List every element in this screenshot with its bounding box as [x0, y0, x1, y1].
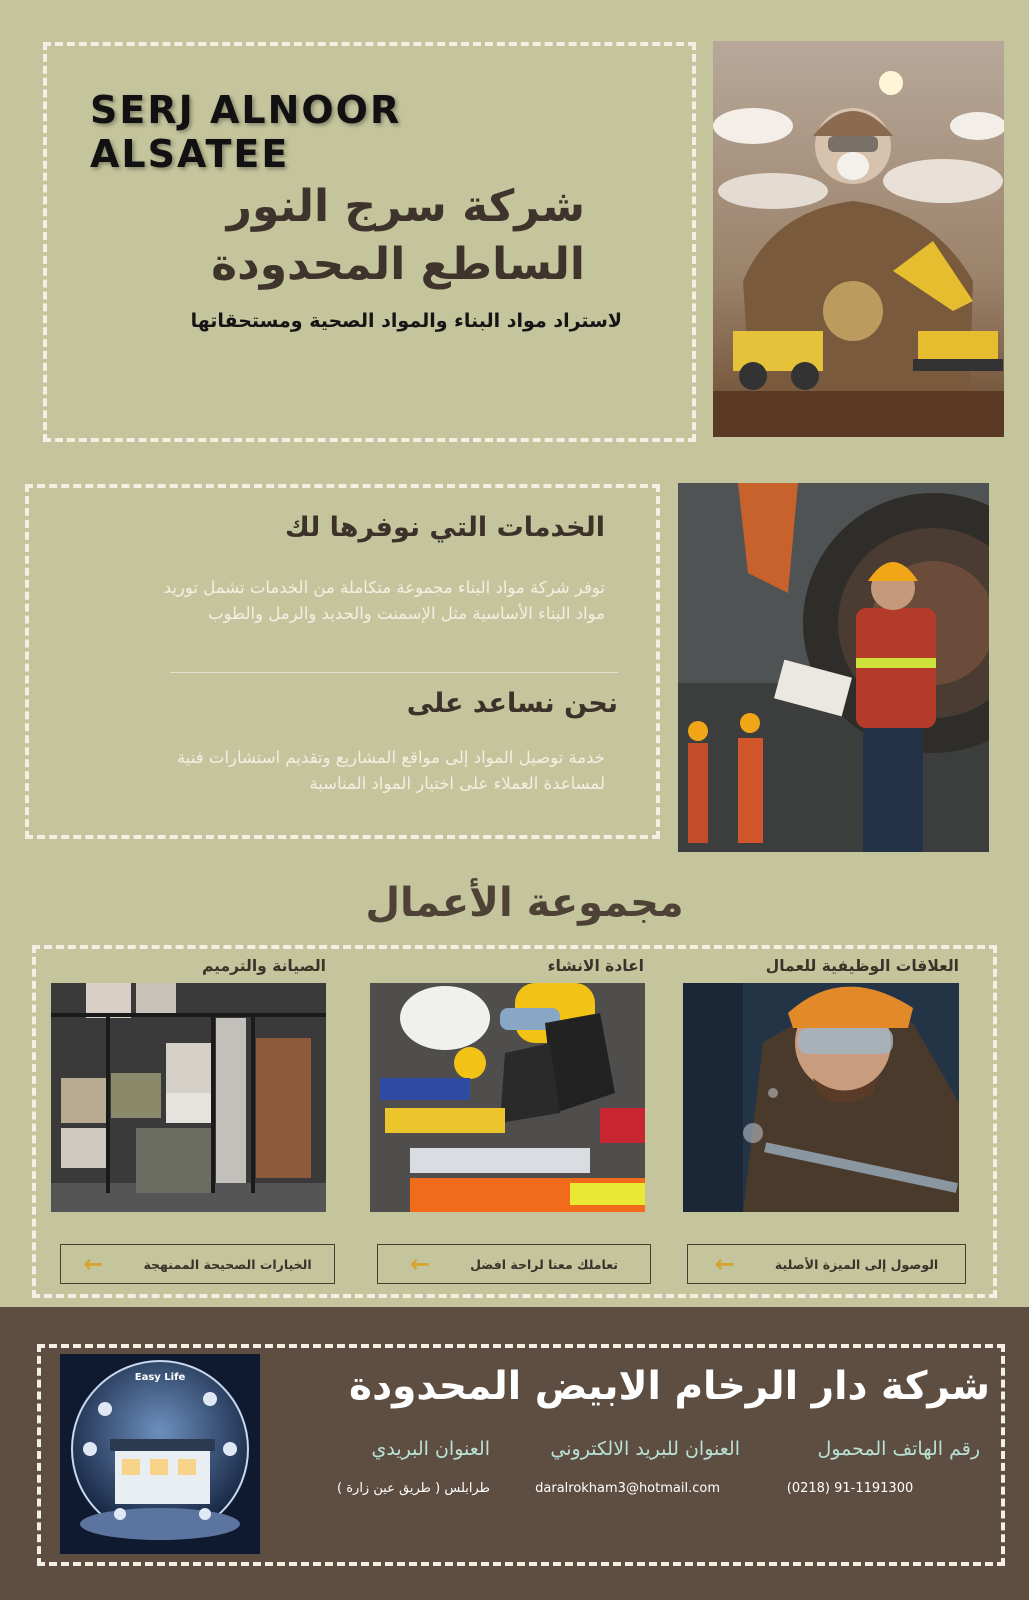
arrow-left-icon: ← — [410, 1250, 431, 1278]
card-title-reconstruction: اعادة الانشاء — [547, 957, 644, 975]
card-title-labor-relations: العلاقات الوظيفية للعمال — [765, 957, 959, 975]
card-image-tiles-showroom — [51, 983, 326, 1212]
card-title-maintenance: الصيانة والترميم — [202, 957, 326, 975]
email-value[interactable]: daralrokham3@hotmail.com — [535, 1481, 720, 1496]
card-button-label: الوصول إلى الميزة الأصلية — [774, 1256, 939, 1272]
arrow-left-icon: ← — [714, 1250, 735, 1278]
card-button-original-feature[interactable] — [687, 1244, 966, 1284]
footer-company-name: شركة دار الرخام الابيض المحدودة — [349, 1364, 990, 1409]
address-label: العنوان البريدي — [371, 1438, 490, 1460]
arrow-left-icon: ← — [83, 1250, 104, 1278]
card-image-safety-gear — [370, 983, 645, 1212]
email-label: العنوان للبريد الالكتروني — [550, 1438, 740, 1460]
hero-subtitle: لاستراد مواد البناء والمواد الصحية ومستحقاتها — [190, 310, 622, 332]
card-image-welder — [683, 983, 959, 1212]
easy-life-logo-text: Easy Life — [134, 1372, 186, 1383]
card-button-better-comfort[interactable] — [377, 1244, 651, 1284]
address-value: طرابلس ( طريق عين زارة ) — [337, 1481, 490, 1496]
phone-label: رقم الهاتف المحمول — [817, 1438, 980, 1460]
card-button-systematic-choices[interactable] — [60, 1244, 335, 1284]
brand-logo-text: SERJ ALNOOR ALSATEE — [90, 88, 402, 176]
services-worker-image — [678, 483, 989, 852]
easy-life-logo — [60, 1354, 260, 1554]
help-body: خدمة توصيل المواد إلى مواقع المشاريع وتقديم استشارات فنية لمساعدة العملاء على اختيار المواد المناسبة — [177, 748, 605, 793]
hero-title: شركة سرج النور الساطع المحدودة — [211, 181, 585, 290]
services-heading: الخدمات التي نوفرها لك — [284, 512, 605, 543]
phone-value[interactable]: (0218) 91-1191300 — [786, 1481, 914, 1496]
card-button-label: تعاملك معنا لراحة افضل — [470, 1256, 618, 1272]
services-body: توفر شركة مواد البناء مجموعة متكاملة من الخدمات تشمل توريد مواد البناء الأساسية مثل الإسمنت والحديد والرمل والطوب — [163, 578, 605, 623]
help-heading: نحن نساعد على — [406, 688, 618, 719]
services-divider — [170, 672, 618, 673]
card-button-label: الخيارات الصحيحة الممنهجة — [143, 1256, 312, 1272]
hero-worker-image — [713, 41, 1004, 437]
works-title: مجموعة الأعمال — [365, 880, 684, 926]
